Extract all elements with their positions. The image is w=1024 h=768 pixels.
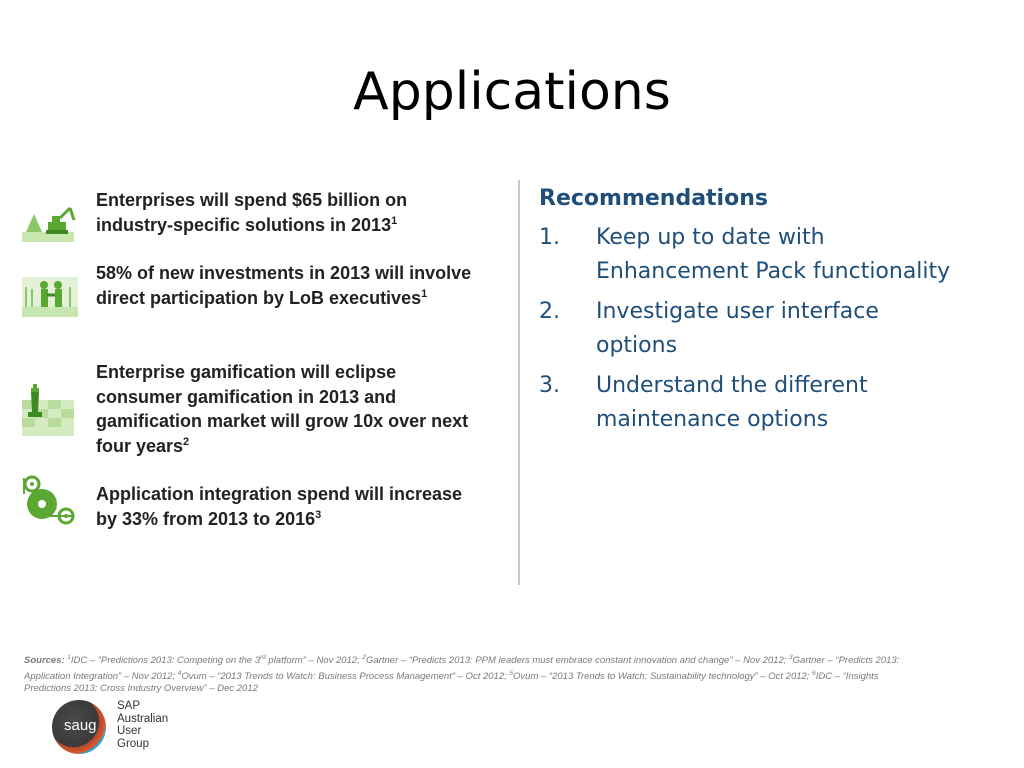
gears-icon (22, 474, 78, 530)
recommendation-text: Investigate user interface options (596, 299, 879, 358)
recommendation-number: 2. (539, 299, 560, 324)
saug-logo (50, 698, 190, 758)
column-divider (518, 180, 520, 585)
stat-text: Enterprise gamification will eclipse consumer gamification in 2013 and gamification market will grow 10x over next four years$^2$ (96, 362, 469, 456)
recommendation-number: 3. (539, 373, 560, 398)
recommendation-item (539, 295, 959, 363)
recommendation-text: Keep up to date with Enhancement Pack functionality (596, 225, 951, 284)
logo-text: SAP Australian User Group (117, 700, 169, 750)
stat-text: Application integration spend will increase by 33% from 2013 to 2016$^3$ (96, 484, 463, 529)
sources-footnote: Sources: $^1$IDC – “Predictions 2013: Competing on the 3rd platform” – Nov 2012; $^2$Gartner – “Predicts 2013: PPM leaders must embrace constant innovation and change” – Nov 2012; $^3$Gartner – “Predicts 2013: Application Integration” – Nov 2012; $^4$Ovum – “2013 Trends to Watch: Business Process Management” – Oct 2012; $^5$Ovum – “2013 Trends to Watch: Sustainability technology” – Oct 2012; $^6$IDC – “Insights Predictions 2013: Cross Industry Overview” – Dec 2012 (24, 654, 900, 695)
slide-title: Applications (353, 62, 671, 122)
chess-piece-icon (22, 382, 78, 438)
stat-text: Enterprises will spend $65 billion on industry-specific solutions in 2013$^1$ (96, 190, 408, 235)
recommendation-number: 1. (539, 225, 560, 250)
recommendation-text: Understand the different maintenance options (596, 373, 868, 432)
recommendations-panel (539, 186, 959, 443)
recommendations-heading: Recommendations (539, 186, 768, 211)
recommendation-item (539, 369, 959, 437)
logo-word: saug (64, 717, 97, 734)
excavator-icon (22, 194, 78, 250)
recommendation-item (539, 221, 959, 289)
stat-text: 58% of new investments in 2013 will involve direct participation by LoB executives$^1$ (96, 263, 472, 308)
handshake-icon (22, 269, 78, 325)
